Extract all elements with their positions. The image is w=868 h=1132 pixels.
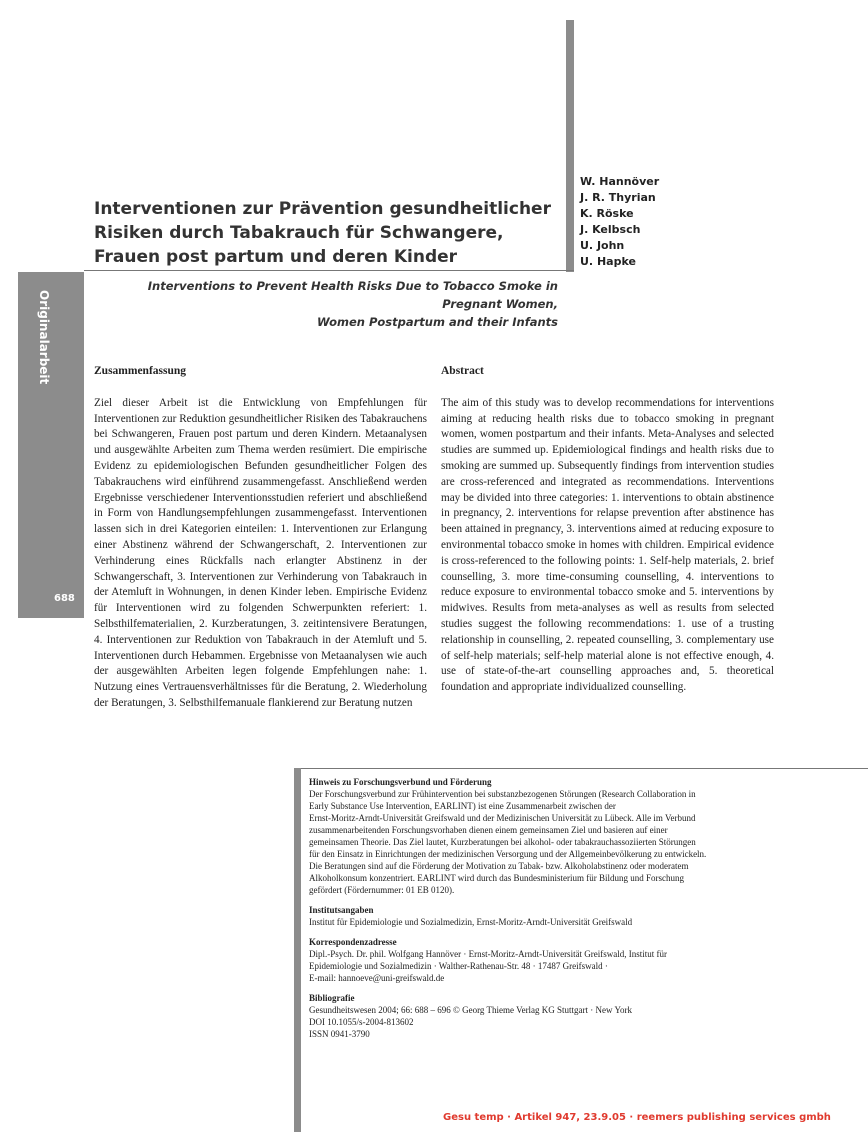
title-english-line: Interventions to Prevent Health Risks Due to Tobacco Smoke in Pregnant Women, bbox=[147, 279, 558, 311]
hinweis-section bbox=[309, 776, 779, 896]
info-content bbox=[309, 776, 779, 1048]
author: J. R. Thyrian bbox=[580, 191, 656, 204]
hinweis-line: Ernst-Moritz-Arndt-Universität Greifswald und der Medizinischen Universität zu Lübeck. Alle im Verbund bbox=[309, 813, 696, 823]
hinweis-line: Alkoholkonsum konzentriert. EARLINT wird durch das Bundesministerium für Bildung und Forschung bbox=[309, 873, 685, 883]
author: U. John bbox=[580, 239, 625, 252]
title-german-line: Frauen post partum und deren Kinder bbox=[94, 247, 458, 267]
side-label: Originalarbeit bbox=[37, 290, 51, 385]
hinweis-line: gefördert (Fördernummer: 01 EB 0120). bbox=[309, 885, 455, 895]
hinweis-line: Early Substance Use Intervention, EARLINT) ist eine Zusammenarbeit zwischen der bbox=[309, 801, 616, 811]
korrespondenz-line: Epidemiologie und Sozialmedizin · Walther-Rathenau-Str. 48 · 17487 Greifswald · bbox=[309, 961, 608, 971]
korrespondenz-heading: Korrespondenzadresse bbox=[309, 937, 397, 947]
title-divider bbox=[84, 270, 574, 271]
bibliografie-section bbox=[309, 992, 779, 1040]
side-bar bbox=[18, 272, 84, 618]
bibliografie-heading: Bibliografie bbox=[309, 993, 355, 1003]
footer-note: Gesu temp · Artikel 947, 23.9.05 · reemers publishing services gmbh bbox=[443, 1112, 831, 1123]
hinweis-line: gemeinsamen Theorie. Das Ziel lautet, Kurzberatungen bei alkohol- oder tabakrauchassoziierten Störungen bbox=[309, 837, 696, 847]
page-number: 688 bbox=[54, 593, 75, 604]
hinweis-line: Der Forschungsverbund zur Frühintervention bei substanzbezogenen Störungen (Research Collaboration in bbox=[309, 789, 696, 799]
bibliografie-line: Gesundheitswesen 2004; 66: 688 – 696 © Georg Thieme Verlag KG Stuttgart · New York bbox=[309, 1005, 633, 1015]
korrespondenz-line: Dipl.-Psych. Dr. phil. Wolfgang Hannöver · Ernst-Moritz-Arndt-Universität Greifswald, Institut für bbox=[309, 949, 668, 959]
bibliografie-line: DOI 10.1055/s-2004-813602 bbox=[309, 1017, 414, 1027]
korrespondenz-section bbox=[309, 936, 779, 984]
info-vertical-bar bbox=[294, 768, 301, 1132]
author: W. Hannöver bbox=[580, 175, 660, 188]
hinweis-line: zusammenarbeitenden Forschungsvorhaben dienen einem gemeinsamen Ziel und basieren auf einer bbox=[309, 825, 668, 835]
top-vertical-bar bbox=[566, 20, 574, 272]
institut-line: Institut für Epidemiologie und Sozialmedizin, Ernst-Moritz-Arndt-Universität Greifswald bbox=[309, 917, 633, 927]
author: K. Röske bbox=[580, 207, 634, 220]
info-divider bbox=[301, 768, 868, 769]
institut-heading: Institutsangaben bbox=[309, 905, 374, 915]
title-german bbox=[94, 197, 564, 269]
institut-section bbox=[309, 904, 779, 928]
zusammenfassung-text: Ziel dieser Arbeit ist die Entwicklung von Empfehlungen für Interventionen zur Reduktion gesundheitlicher Risiken des Tabakrauchens bei Schwangeren, Frauen post partum und deren Kindern. Metaanalysen und ausgewählte Arbeiten zum Thema werden resümiert. Die empirische Evidenz zu epidemiologischen Befunden gesundheitlicher Folgen des Tabakrauchens wird einführend zusammengefasst. Anschließend werden Ergebnisse verschiedener Interventionsstudien referiert und abschließend in Form von Handlungsempfehlungen zusammengefasst. Interventionen lassen sich in drei Kategorien einteilen: 1. Interventionen zur Erlangung einer Abstinenz während der Schwangerschaft, 2. Interventionen zur Verhinderung eines Rückfalls nach erlangter Abstinenz in der Schwangerschaft, 3. Interventionen zur Verhinderung von Tabakrauch in der Atemluft in Wohnungen, in denen Kinder leben. Empirische Evidenz für Interventionen wird zu folgenden Schwerpunkten referiert: 1. Selbsthilfematerialien, 2. Kurzberatungen, 3. zeitintensivere Beratungen, 4. Interventionen zur Reduktion von Tabakrauch in der Atemluft und 5. Interventionen durch Hebammen. Ergebnisse von Metaanalysen wie auch der ausgewählten Arbeiten legen folgende Empfehlungen nahe: 1. Nutzung eines Vertrauensverhältnisses für die Beratung, 2. Wiederholung der Beratungen, 3. Selbsthilfemanuale flankierend zur Beratung nutzen bbox=[94, 396, 427, 709]
author: J. Kelbsch bbox=[580, 223, 641, 236]
author: U. Hapke bbox=[580, 255, 636, 268]
abstract-section bbox=[441, 364, 774, 696]
zusammenfassung-heading: Zusammenfassung bbox=[94, 365, 187, 377]
hinweis-line: für den Einsatz in Einrichtungen der medizinischen Versorgung und der Allgemeinbevölkerung zu entwickeln. bbox=[309, 849, 707, 859]
bibliografie-line: ISSN 0941-3790 bbox=[309, 1029, 370, 1039]
abstract-text: The aim of this study was to develop recommendations for interventions aiming at reducing health risks due to tobacco smoking in pregnant women, women postpartum and their infants. Meta-Analyses and selected studies are summed up. Epidemiological findings and health risks due to smoking are summed up. Subsequently findings from intervention studies are cross-referenced and integrated as recommendations. Interventions may be divided into three categories: 1. interventions to obtain abstinence in pregnancy, 2. interventions for relapse prevention after abstinence has been attained in pregnancy, 3. interventions aimed at reducing exposure to environmental tobacco smoke in homes with children. Empirical evidence is cross-referenced to the following points: 1. Self-help materials, 2. brief counselling, 3. more time-consuming counselling, 4. interventions to reduce exposure to environmental tobacco smoke and 5. interventions by midwives. Results from meta-analyses as well as results from selected studies suggest the following recommendations: 1. use of a trusting relationship in counselling, 2. repeated counselling, 3. complementary use of self-help materials; self-help material alone is not effective enough, 4. use of state-of-the-art counselling approaches and, 5. theoretical foundation and appropriate individualized counselling. bbox=[441, 396, 774, 694]
hinweis-heading: Hinweis zu Forschungsverbund und Förderung bbox=[309, 777, 492, 787]
author-list bbox=[580, 174, 659, 270]
info-box bbox=[294, 768, 868, 1132]
title-english bbox=[94, 277, 558, 331]
korrespondenz-line: E-mail: hannoeve@uni-greifswald.de bbox=[309, 973, 445, 983]
title-german-line: Interventionen zur Prävention gesundheitlicher bbox=[94, 199, 551, 219]
zusammenfassung-section bbox=[94, 364, 427, 712]
hinweis-line: Die Beratungen sind auf die Förderung der Motivation zu Tabak- bzw. Alkoholabstinenz oder moderatem bbox=[309, 861, 689, 871]
abstract-heading: Abstract bbox=[441, 365, 484, 377]
title-english-line: Women Postpartum and their Infants bbox=[317, 315, 558, 329]
title-german-line: Risiken durch Tabakrauch für Schwangere, bbox=[94, 223, 504, 243]
